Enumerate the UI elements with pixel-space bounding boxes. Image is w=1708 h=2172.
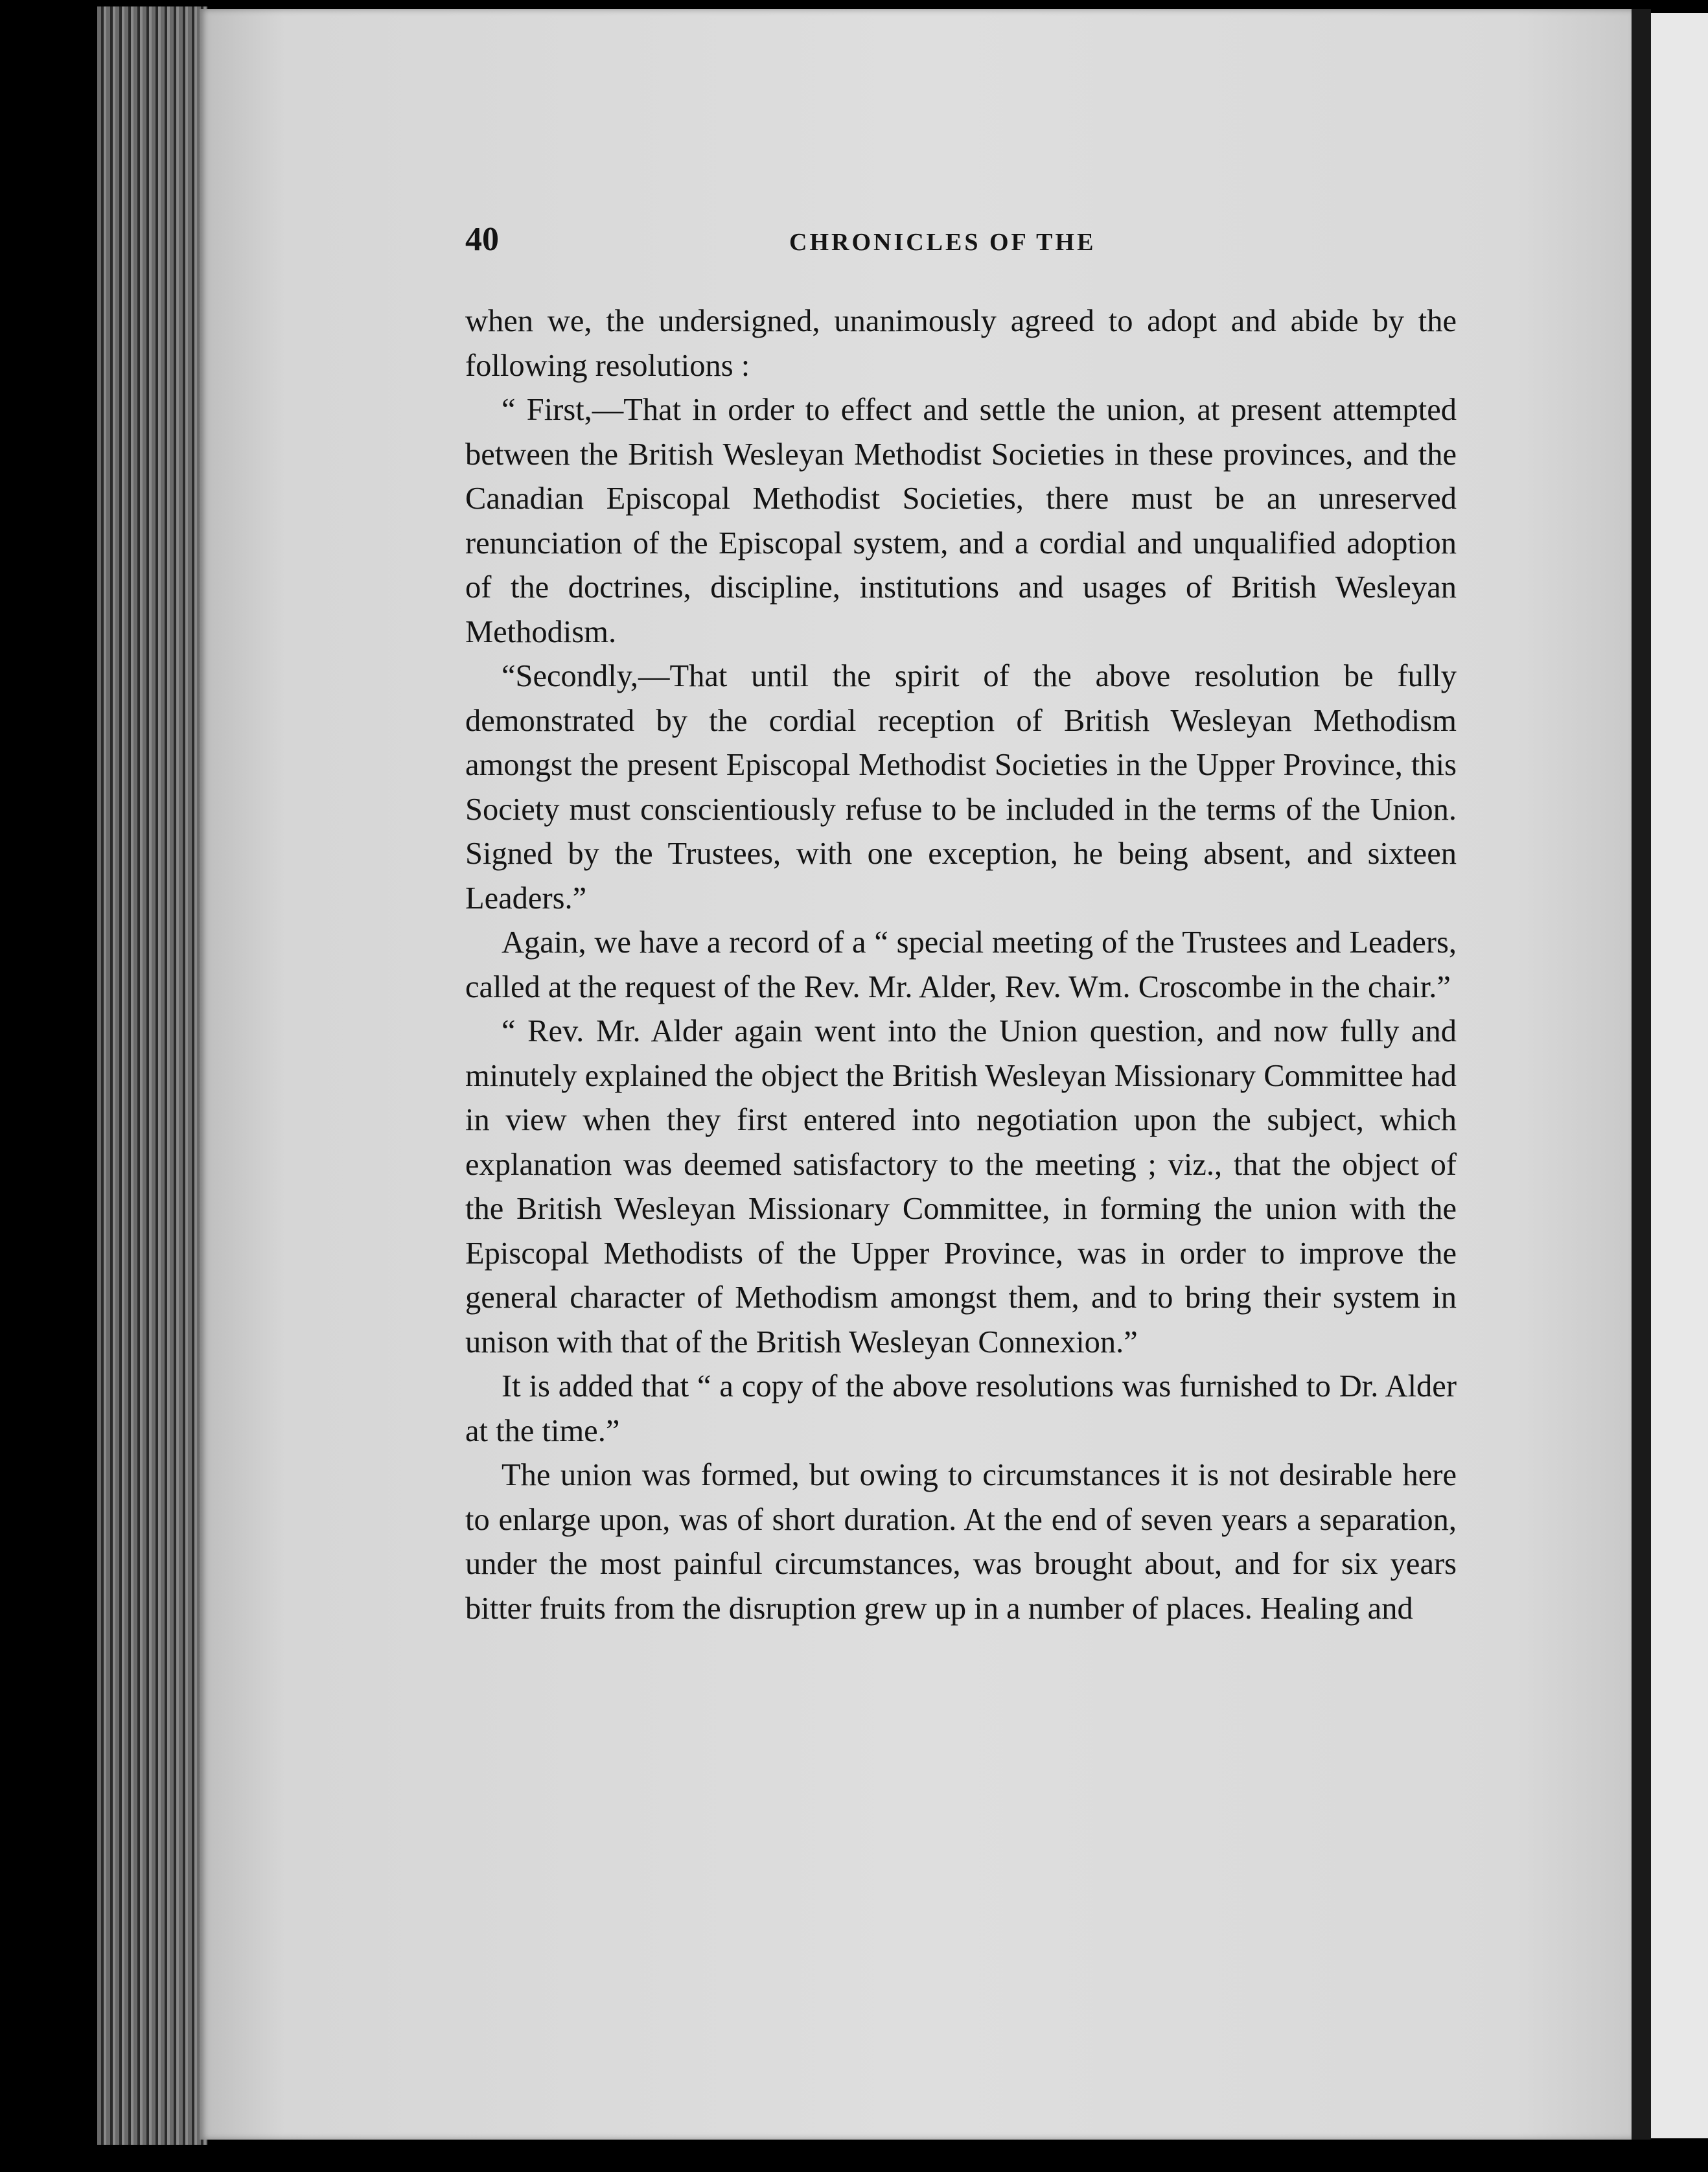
book-gutter bbox=[1632, 9, 1651, 2140]
page-number: 40 bbox=[465, 221, 499, 258]
running-head bbox=[465, 220, 1457, 266]
stacked-page-edges bbox=[97, 6, 207, 2145]
paragraph-4: Again, we have a record of a “ special meeting of the Trustees and Leaders, called at the request of the Rev. Mr. Alder, Rev. Wm. Croscombe in the chair.” bbox=[465, 925, 1457, 1004]
paragraph-2: “ First,—That in order to effect and settle the union, at present attempted between the British Wesleyan Methodist Societies in these provinces, and the Canadian Episcopal Methodist Societies, there must be an unreserved renunciation of the Episcopal system, and a cordial and unqualified adoption of the doctrines, discipline, institutions and usages of British Wesleyan Methodism. bbox=[465, 393, 1457, 649]
paragraph-3: “Secondly,—That until the spirit of the above resolution be fully demonstrated by the cordial reception of British Wesleyan Methodism amongst the present Episcopal Methodist Societies in the Upper Province, this Society must conscientiously refuse to be included in the terms of the Union. Signed by the Trustees, with one exception, he being absent, and sixteen Leaders.” bbox=[465, 659, 1457, 916]
paragraph-5: “ Rev. Mr. Alder again went into the Union question, and now fully and minutely explained the object the British Wesleyan Missionary Committee had in view when they first entered into negotiation upon the subject, which explanation was deemed satisfactory to the meeting ; viz., that the object of the British Wesleyan Missionary Committee, in forming the union with the Episcopal Methodists of the Upper Province, was in order to improve the general character of Methodism amongst them, and to bring their system in unison with that of the British Wesleyan Connexion.” bbox=[465, 1014, 1457, 1359]
paragraph-1: when we, the undersigned, unanimously agreed to adopt and abide by the following resolutions : bbox=[465, 304, 1457, 383]
paragraph-6: It is added that “ a copy of the above resolutions was furnished to Dr. Alder at the time.” bbox=[465, 1369, 1457, 1448]
paragraph-7: The union was formed, but owing to circumstances it is not desirable here to enlarge upon, was of short duration. At the end of seven years a separation, under the most painful circumstances, was brought about, and for six years bitter fruits from the disruption grew up in a number of places. Healing and bbox=[465, 1458, 1457, 1626]
running-title: CHRONICLES OF THE bbox=[789, 229, 1096, 256]
facing-page-edge bbox=[1651, 13, 1708, 2138]
body-text bbox=[465, 299, 1457, 1631]
